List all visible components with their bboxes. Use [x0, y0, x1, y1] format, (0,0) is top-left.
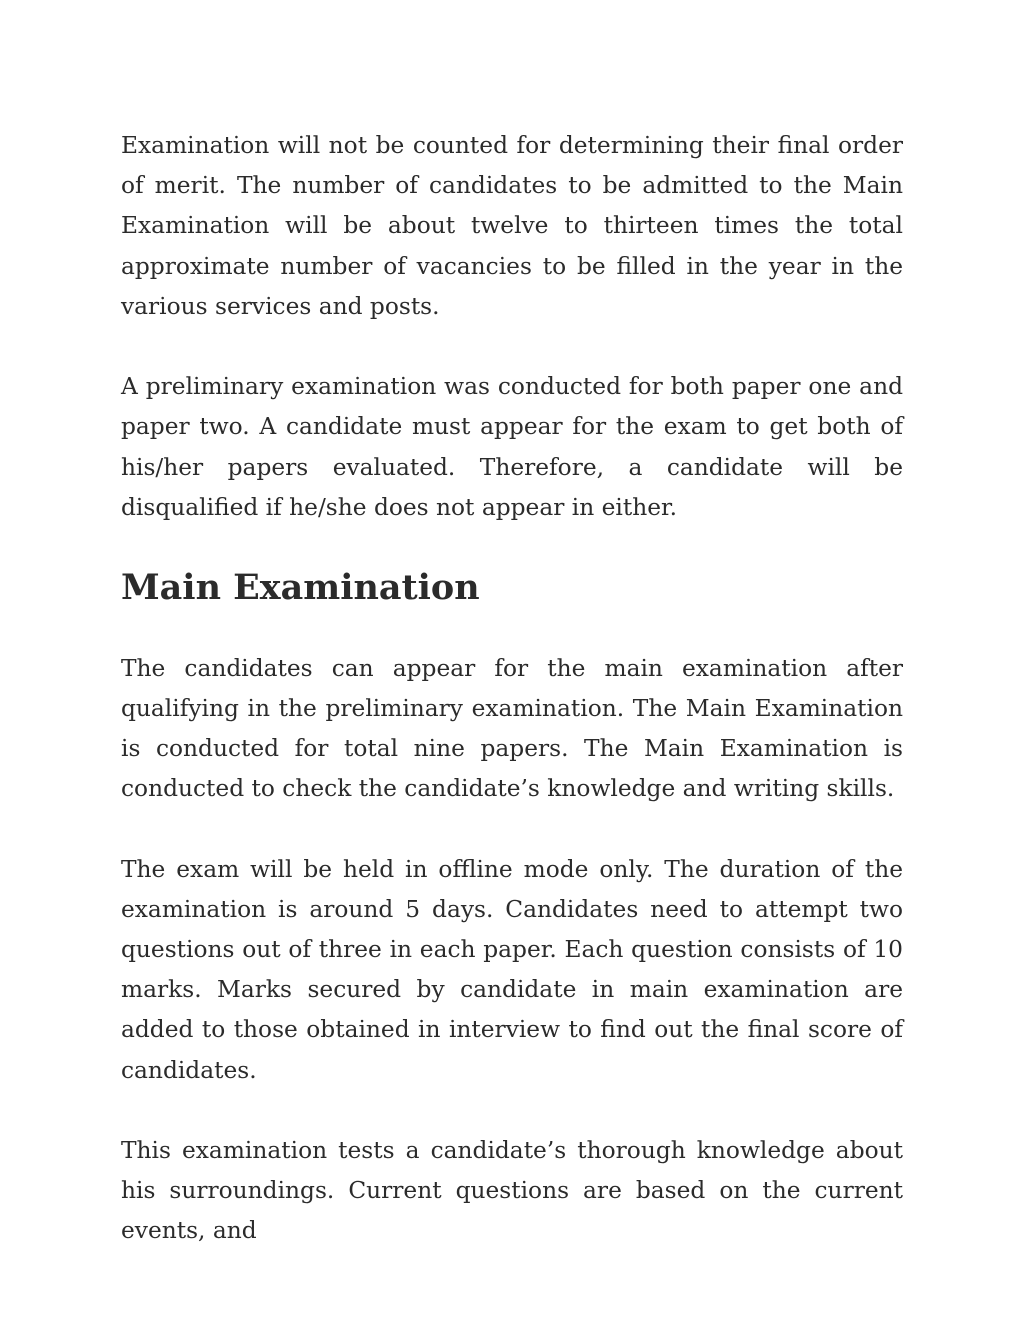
paragraph-main-intro: The candidates can appear for the main examination after qualifying in the preliminary examination. The Main Examination is conducted for total nine papers. The Main Examination is conducted to check the candidate’s knowledge and writing skills.: [121, 654, 903, 803]
document-page: [121, 126, 903, 1292]
paragraph-exam-details: The exam will be held in offline mode only. The duration of the examination is around 5 days. Candidates need to attempt two questions out of three in each paper. Each question consists of 10 marks. Marks secured by candidate in main examination are added to those obtained in interview to find out the final score of candidates.: [121, 855, 903, 1084]
paragraph-knowledge: This examination tests a candidate’s thorough knowledge about his surroundings. Current questions are based on the current events, and: [121, 1137, 903, 1245]
section-heading: Main Examination: [121, 567, 480, 609]
paragraph-preliminary: A preliminary examination was conducted for both paper one and paper two. A candidate must appear for the exam to get both of his/her papers evaluated. Therefore, a candidate will be disqualified if he/she does not appear in either.: [121, 373, 903, 521]
paragraph-merit: Examination will not be counted for determining their final order of merit. The number of candidates to be admitted to the Main Examination will be about twelve to thirteen times the total approximate number of vacancies to be filled in the year in the various services and posts.: [121, 132, 903, 320]
